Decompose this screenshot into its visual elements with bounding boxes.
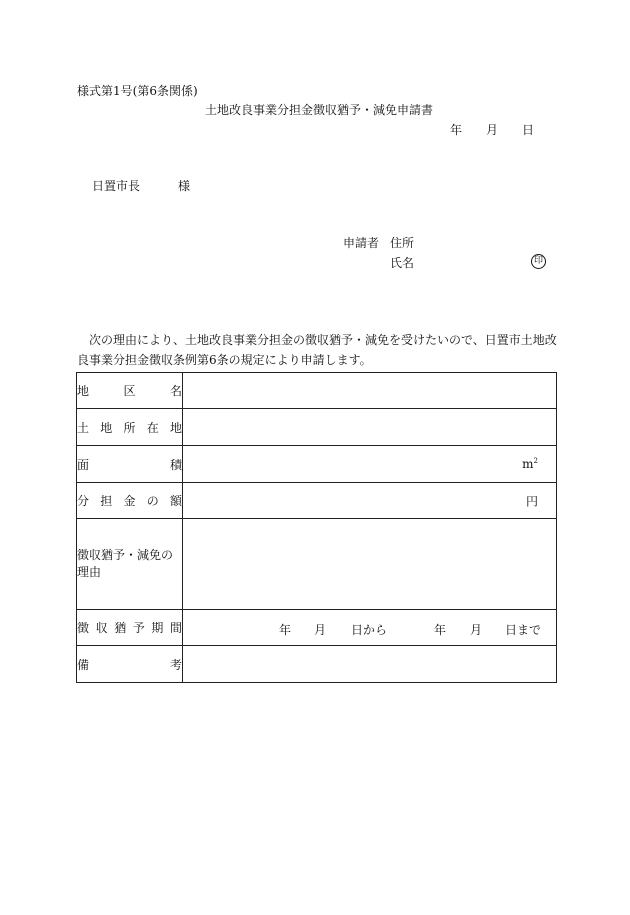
period-month2: 月: [470, 622, 483, 637]
location-field[interactable]: [183, 409, 557, 446]
row-amount: [77, 483, 557, 519]
area-field[interactable]: [183, 446, 557, 483]
application-table: [76, 372, 557, 683]
reason-field[interactable]: [183, 519, 557, 610]
application-date: [450, 123, 534, 137]
district-field[interactable]: [183, 373, 557, 409]
period-from: 日から: [351, 622, 388, 637]
row-period: [77, 610, 557, 646]
amount-label: 分 担 金 の 額: [77, 483, 183, 519]
row-remarks: [77, 646, 557, 683]
date-year: 年: [450, 123, 463, 137]
date-month: 月: [486, 123, 499, 137]
addressee: [92, 179, 190, 193]
period-until: 日まで: [505, 622, 542, 637]
row-district: [77, 373, 557, 409]
row-location: [77, 409, 557, 446]
district-label: 地 区 名: [77, 373, 183, 409]
row-reason: [77, 519, 557, 610]
name-label: 氏名: [390, 256, 415, 270]
intro-text: 次の理由により、土地改良事業分担金の徴収猶予・減免を受けたいので、日置市土地改良事業分担金徴収条例第6条の規定により申請します。: [77, 333, 557, 367]
reason-label: 徴収猶予・減免の理由: [77, 519, 183, 610]
applicant-label: 申請者: [343, 236, 380, 250]
form-number: 様式第1号(第6条関係): [77, 84, 198, 98]
area-label: 面 積: [77, 446, 183, 483]
period-field[interactable]: [183, 610, 557, 646]
amount-unit: 円: [525, 494, 538, 508]
period-year2: 年: [434, 622, 447, 637]
address-label: 住所: [390, 236, 415, 250]
addressee-honorific: 様: [178, 179, 191, 193]
addressee-name: 日置市長: [92, 179, 141, 193]
amount-field[interactable]: [183, 483, 557, 519]
date-day: 日: [522, 123, 535, 137]
period-label: 徴 収 猶 予 期 間: [77, 610, 183, 646]
seal-mark: 印: [531, 254, 546, 269]
document-title: 土地改良事業分担金徴収猶予・減免申請書: [205, 103, 434, 117]
remarks-field[interactable]: [183, 646, 557, 683]
area-unit: $m^2$: [522, 457, 538, 471]
period-year1: 年: [279, 622, 292, 637]
remarks-label: 備 考: [77, 646, 183, 683]
row-area: [77, 446, 557, 483]
period-month1: 月: [314, 622, 327, 637]
location-label: 土 地 所 在 地: [77, 409, 183, 446]
